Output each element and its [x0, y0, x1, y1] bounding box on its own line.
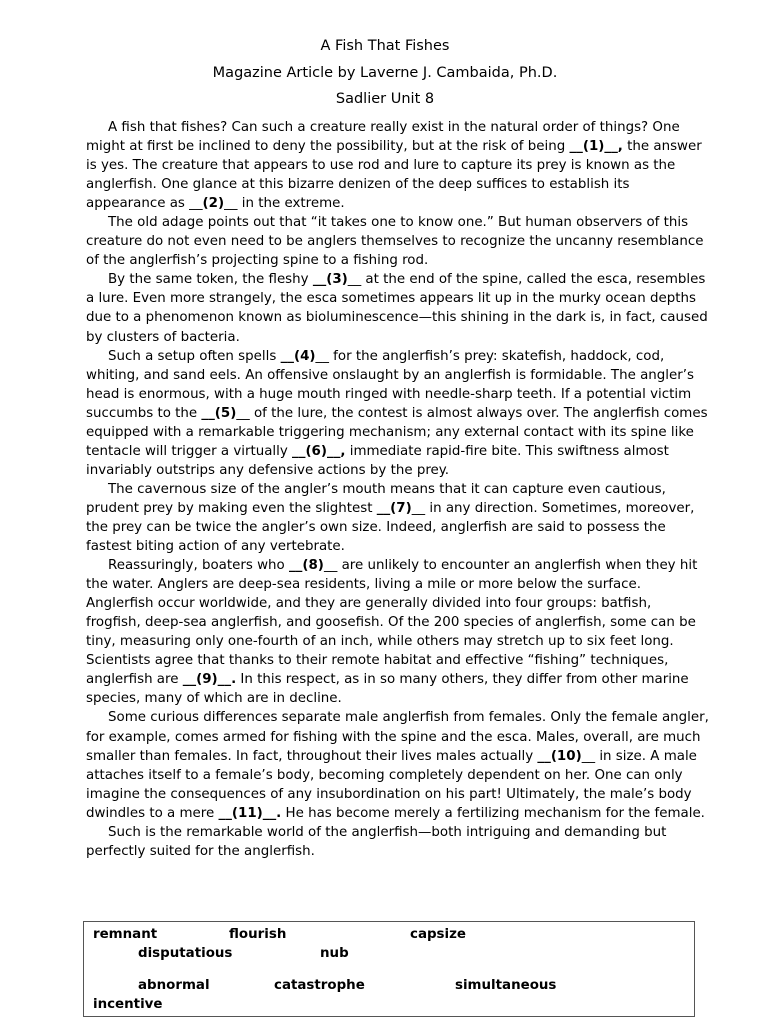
answer-blank: __(9)__.: [182, 672, 237, 688]
paragraph-text: __ are unlikely to encounter an anglerfish when they hit the water. Anglers are deep-sea residents, living a mile or more below the surface. Anglerfish occur worldwide, and they are generally divided into four groups: batfish, frogfish, deep-sea anglerfish, and goosefish. Of the 200 species of anglerfish, some can be tiny, measuring only one-fourth of an inch, while others may stretch up to six feet long. Scientists agree that thanks to their remote habitat and effective “fishing” techniques, anglerfish are: [86, 558, 698, 688]
word-bank-item: incentive: [93, 997, 163, 1012]
word-bank-item: flourish: [229, 927, 287, 942]
paragraph-text: The cavernous size of the angler’s mouth means that it can capture even cautious, prudent prey by making even the slightest: [86, 481, 666, 516]
paragraph-text: Such is the remarkable world of the anglerfish—both intriguing and demanding but perfectly suited for the anglerfish.: [86, 824, 667, 859]
word-bank-item: capsize: [410, 927, 466, 942]
article-paragraph: [86, 347, 710, 480]
paragraph-text: immediate rapid-fire bite. This swiftness almost invariably outstrips any defensive actions by the prey.: [86, 443, 669, 478]
paragraph-text: He has become merely a fertilizing mechanism for the female.: [281, 805, 705, 821]
answer-blank: __(11)__.: [218, 805, 282, 821]
word-bank-item: remnant: [93, 927, 158, 942]
article-paragraph: [86, 823, 710, 861]
word-bank-item: abnormal: [138, 978, 210, 993]
answer-blank: __(5): [201, 405, 237, 421]
answer-blank: (2): [202, 196, 225, 212]
answer-blank: __(7): [376, 500, 412, 516]
article-paragraph: [86, 708, 710, 822]
paragraph-text: __ in size. A male attaches itself to a female’s body, becoming completely dependent on her. One can only imagine the consequences of any insubordination on his part! Ultimately, the male’s body dwindles to a mere: [86, 748, 697, 821]
word-bank-box: [83, 921, 695, 1017]
paragraph-text: By the same token, the fleshy: [108, 272, 313, 288]
paragraph-text: Such a setup often spells: [108, 348, 281, 364]
paragraph-text: __ of the lure, the contest is almost always over. The anglerfish comes equipped with a remarkable triggering mechanism; any external contact with its spine like tentacle will trigger a virtually: [86, 405, 708, 459]
answer-blank: __(10): [537, 748, 582, 764]
answer-blank: __(3): [312, 272, 348, 288]
answer-blank: __(6)__,: [292, 443, 346, 459]
article-paragraph: [86, 480, 710, 556]
word-bank-item: simultaneous: [455, 978, 557, 993]
article-title: A Fish That Fishes: [320, 38, 450, 54]
answer-blank: __(1)__,: [569, 139, 623, 155]
article-paragraph: [86, 213, 710, 270]
paragraph-text: __ at the end of the spine, called the esca, resembles a lure. Even more strangely, the esca sometimes appears lit up in the murky ocean depths due to a phenomenon known as bioluminescence—this shining in the dark is, in fact, caused by clusters of bacteria.: [86, 272, 708, 345]
paragraph-text: __ in the extreme.: [224, 196, 345, 212]
word-bank-item: catastrophe: [274, 978, 365, 993]
paragraph-text: the answer is yes. The creature that appears to use rod and lure to capture its prey is known as the anglerfish. One glance at this bizarre denizen of the deep suffices to establish its appearance as __: [86, 139, 702, 212]
answer-blank: __(8): [288, 558, 324, 574]
paragraph-text: A fish that fishes? Can such a creature really exist in the natural order of things? One might at first be inclined to deny the possibility, but at the risk of being: [86, 120, 680, 155]
article-paragraph: [86, 556, 710, 708]
answer-blank: __(4): [280, 348, 316, 364]
paragraph-text: __ in any direction. Sometimes, moreover, the prey can be twice the angler’s own size. Indeed, anglerfish are said to possess the fastest biting action of any vertebrate.: [86, 500, 695, 555]
paragraph-text: In this respect, as in so many others, they differ from other marine species, many of which are in decline.: [86, 672, 689, 707]
word-bank-item: nub: [320, 946, 349, 961]
paragraph-text: The old adage points out that “it takes one to know one.” But human observers of this creature do not even need to be anglers themselves to recognize the uncanny resemblance of the anglerfish’s projecting spine to a fishing rod.: [86, 215, 704, 269]
article-byline: Magazine Article by Laverne J. Cambaida, Ph.D.: [212, 65, 558, 81]
article-paragraph: [86, 270, 710, 346]
paragraph-text: Some curious differences separate male anglerfish from females. Only the female angler, for example, comes armed for fishing with the spine and the esca. Males, overall, are much smaller than females. In fact, throughout their lives males actually: [86, 710, 709, 764]
article-body: [86, 118, 710, 861]
word-bank-item: disputatious: [138, 946, 233, 961]
paragraph-text: Reassuringly, boaters who: [108, 558, 289, 574]
article-paragraph: [86, 118, 710, 213]
paragraph-text: __ for the anglerfish’s prey: skatefish, haddock, cod, whiting, and sand eels. An offensive onslaught by an anglerfish is formidable. The angler’s head is enormous, with a huge mouth ringed with needle-sharp teeth. If a potential victim succumbs to the: [86, 348, 694, 421]
unit-label: Sadlier Unit 8: [335, 91, 435, 107]
